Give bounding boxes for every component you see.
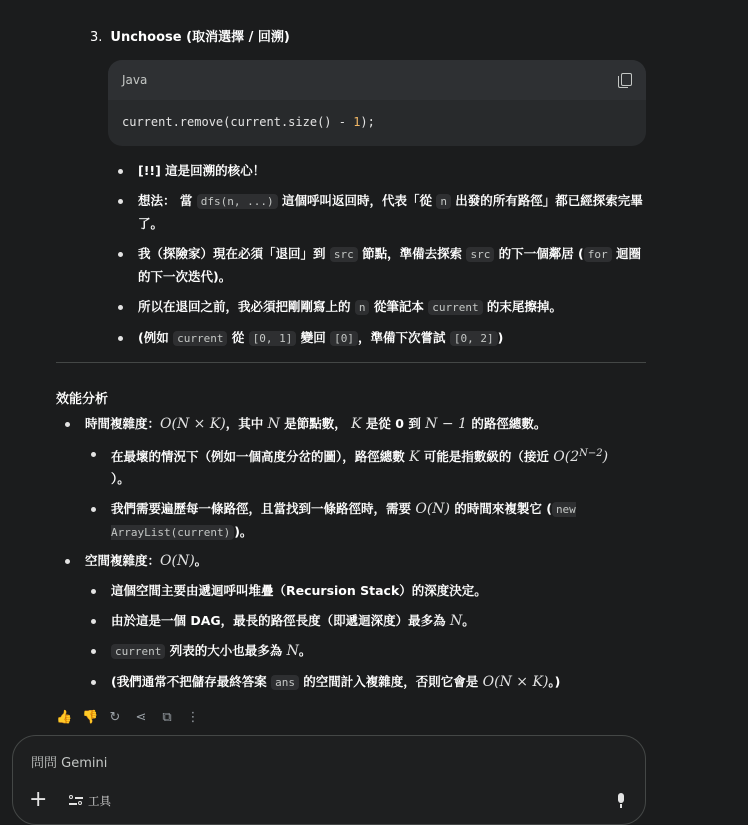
list-item: 在最壞的情況下（例如一個高度分岔的圖），路徑總數 K 可能是指數級的（接近 $O(2^{N-2})$ ）。 bbox=[111, 443, 646, 490]
add-button[interactable]: + bbox=[29, 787, 48, 812]
space-complexity-item bbox=[85, 550, 645, 572]
prompt-input-box[interactable] bbox=[12, 735, 646, 825]
list-item: 我（探險家）現在必須「退回」到 src 節點，準備去探索 src 的下一個鄰居 ( for 迴圈的下一次迭代)。 bbox=[138, 243, 648, 288]
space-complexity-sublist bbox=[111, 580, 646, 702]
time-complexity-sublist bbox=[111, 443, 646, 552]
thumbs-down-icon[interactable]: 👎 bbox=[82, 710, 99, 725]
response-actions bbox=[56, 711, 200, 725]
tools-button[interactable] bbox=[69, 793, 111, 809]
section-title: 效能分析 bbox=[56, 392, 109, 407]
list-item: 空間複雜度：O(N)。 bbox=[85, 550, 645, 572]
step-number: 3. bbox=[90, 30, 103, 45]
list-item: 由於這是一個 DAG，最長的路徑長度（即遞迴深度）最多為 N。 bbox=[111, 610, 646, 632]
code-block bbox=[108, 60, 646, 146]
time-complexity-item bbox=[85, 413, 645, 435]
list-item: 所以在退回之前，我必須把剛剛寫上的 n 從筆記本 current 的末尾擦掉。 bbox=[138, 296, 648, 319]
regenerate-icon[interactable]: ↻ bbox=[109, 710, 121, 725]
list-item: 我們需要遍歷每一條路徑，且當找到一條路徑時，需要 O(N) 的時間來複製它 ( new ArrayList(current) )。 bbox=[111, 498, 646, 544]
more-vert-icon[interactable]: ⋮ bbox=[186, 710, 200, 725]
code-block-header bbox=[108, 60, 646, 100]
copy-icon[interactable]: ⧉ bbox=[162, 710, 172, 725]
list-item: (我們通常不把儲存最終答案 ans 的空間計入複雜度，否則它會是 O(N × K)。) bbox=[111, 671, 646, 694]
prompt-input[interactable]: 問問 Gemini bbox=[31, 756, 108, 771]
list-item: current 列表的大小也最多為 N。 bbox=[111, 640, 646, 663]
code-content: current.remove(current.size() - 1); bbox=[122, 115, 375, 129]
step-title-text: Unchoose (取消選擇 / 回溯) bbox=[110, 30, 290, 45]
microphone-icon[interactable] bbox=[616, 793, 626, 809]
list-item: [!!] 這是回溯的核心！ bbox=[138, 160, 648, 182]
tools-label: 工具 bbox=[88, 794, 111, 808]
list-item: (例如 current 從 [0, 1] 變回 [0] ，準備下次嘗試 [0, 2] ) bbox=[138, 327, 648, 350]
step-title bbox=[90, 26, 290, 45]
code-language-label: Java bbox=[122, 73, 148, 87]
list-item: 這個空間主要由遞迴呼叫堆疊（Recursion Stack）的深度決定。 bbox=[111, 580, 646, 602]
list-item: 想法： 當 dfs(n, ...) 這個呼叫返回時，代表「從 n 出發的所有路徑」都已經探索完畢了。 bbox=[138, 190, 648, 235]
step-bullet-list bbox=[138, 160, 648, 358]
section-divider bbox=[56, 362, 646, 363]
tools-icon bbox=[69, 795, 83, 807]
copy-code-icon[interactable] bbox=[618, 73, 632, 87]
thumbs-up-icon[interactable]: 👍 bbox=[56, 710, 73, 725]
list-item: 時間複雜度：O(N × K)，其中 N 是節點數， K 是從 0 到 N − 1 的路徑總數。 bbox=[85, 413, 645, 435]
share-icon[interactable]: ⋖ bbox=[135, 710, 147, 725]
